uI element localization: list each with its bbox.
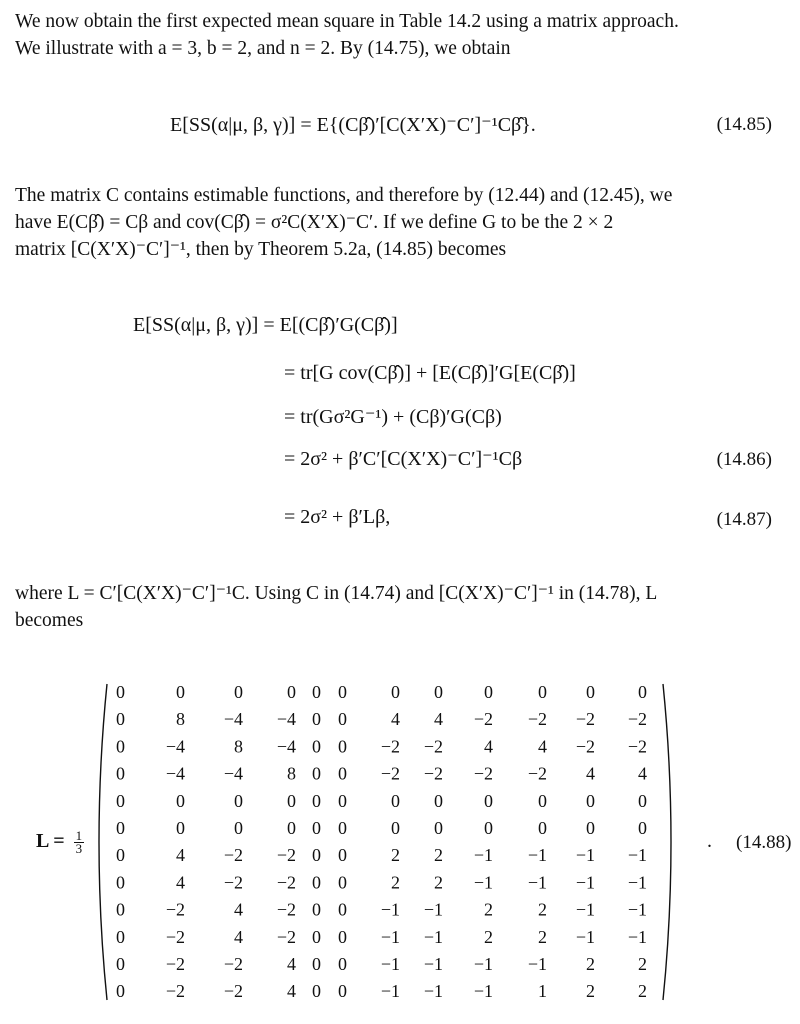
matrix-period: . — [707, 830, 712, 852]
matrix-cell: 0 — [116, 736, 125, 757]
matrix-cell: −1 — [380, 926, 400, 947]
matrix-cell: 0 — [312, 790, 321, 811]
matrix-cell: −4 — [276, 736, 296, 757]
matrix-cell: 4 — [434, 709, 443, 730]
matrix-cell: 4 — [176, 872, 185, 893]
matrix-cell: 0 — [338, 790, 347, 811]
matrix-cell: 2 — [434, 845, 443, 866]
matrix-cell: −1 — [473, 872, 493, 893]
matrix-cell: 0 — [116, 899, 125, 920]
matrix-cell: −4 — [276, 709, 296, 730]
equation-14-88 — [30, 680, 790, 1010]
matrix-cell: 0 — [538, 818, 547, 838]
matrix-cell: 0 — [312, 872, 321, 893]
matrix-cell: 0 — [638, 818, 647, 838]
matrix-cell: 0 — [312, 845, 321, 866]
matrix-cell: −1 — [423, 954, 443, 974]
matrix-cell: −1 — [627, 926, 647, 947]
matrix-cell: 0 — [116, 845, 125, 866]
matrix-cell: 0 — [116, 709, 125, 730]
matrix-cell: −4 — [223, 709, 243, 730]
equation-number-14-85: (14.85) — [716, 114, 772, 135]
matrix-cell: 0 — [312, 736, 321, 757]
matrix-cell: 0 — [116, 981, 125, 1002]
matrix-cell: 0 — [484, 790, 493, 811]
matrix-cell: 0 — [116, 790, 125, 811]
matrix-cell: −2 — [473, 763, 493, 784]
matrix-cell: 0 — [116, 818, 125, 838]
matrix-cell: 0 — [338, 954, 347, 974]
matrix-cell: −1 — [575, 926, 595, 947]
matrix-cell: 0 — [312, 981, 321, 1002]
matrix-cell: −2 — [223, 954, 243, 974]
matrix-cell: −1 — [380, 981, 400, 1002]
derivation-step-4: = 2σ² + β′C′[C(X′X)⁻C′]⁻¹Cβ — [284, 448, 523, 470]
matrix-cell: −2 — [423, 763, 443, 784]
matrix-cell: −1 — [527, 845, 547, 866]
equation-number-14-86: (14.86) — [716, 449, 772, 470]
matrix-cell: 4 — [287, 981, 296, 1002]
matrix-cell: 2 — [586, 981, 595, 1002]
matrix-cell: 0 — [538, 790, 547, 811]
matrix-cell: 0 — [586, 682, 595, 702]
matrix-cell: −1 — [423, 899, 443, 920]
matrix-cell: −2 — [165, 899, 185, 920]
matrix-cell: −4 — [165, 736, 185, 757]
matrix-cell: −4 — [223, 763, 243, 784]
derivation-step-2: = tr[G cov(Cβ̂)] + [E(Cβ̂)]′G[E(Cβ̂)] — [284, 362, 576, 384]
matrix-cell: 0 — [338, 845, 347, 866]
equation-number-14-87: (14.87) — [716, 509, 772, 530]
matrix-cell: 0 — [338, 818, 347, 838]
matrix-cell: 2 — [434, 872, 443, 893]
matrix-cell: −1 — [627, 872, 647, 893]
matrix-cell: 1 — [538, 981, 547, 1002]
paragraph-intro-line-1: We now obtain the first expected mean square in Table 14.2 using a matrix approach. — [15, 11, 679, 32]
matrix-cell: −2 — [380, 763, 400, 784]
matrix-l-grid — [85, 680, 695, 1010]
paragraph-where-l — [15, 580, 775, 634]
matrix-cell: 4 — [287, 954, 296, 974]
matrix-cell: 0 — [116, 926, 125, 947]
matrix-cell: −1 — [575, 872, 595, 893]
matrix-cell: 0 — [312, 954, 321, 974]
matrix-cell: 0 — [484, 682, 493, 702]
matrix-cell: 4 — [391, 709, 400, 730]
matrix-cell: 4 — [538, 736, 547, 757]
matrix-lhs-label: L — [36, 830, 49, 853]
matrix-cell: 4 — [586, 763, 595, 784]
matrix-cell: 0 — [484, 818, 493, 838]
paragraph-where-l-line-1: where L = C′[C(X′X)⁻C′]⁻¹C. Using C in (14.74) and [C(X′X)⁻C′]⁻¹ in (14.78), L — [15, 583, 658, 604]
matrix-cell: 0 — [391, 818, 400, 838]
matrix-left-bracket — [99, 684, 107, 1000]
matrix-cell: 2 — [538, 926, 547, 947]
matrix-cell: −2 — [527, 709, 547, 730]
paragraph-intro-line-2: We illustrate with a = 3, b = 2, and n = 2. By (14.75), we obtain — [15, 38, 511, 59]
matrix-cell: 0 — [176, 790, 185, 811]
matrix-cell: −1 — [423, 981, 443, 1002]
matrix-cell: 0 — [434, 818, 443, 838]
paragraph-where-l-line-2: becomes — [15, 610, 84, 631]
paragraph-matrix-c — [15, 182, 775, 263]
paragraph-matrix-c-line-3: matrix [C(X′X)⁻C′]⁻¹, then by Theorem 5.2a, (14.85) becomes — [15, 239, 507, 260]
matrix-cell: 4 — [176, 845, 185, 866]
matrix-cell: −2 — [223, 872, 243, 893]
paragraph-intro — [15, 8, 775, 62]
matrix-cell: 2 — [391, 845, 400, 866]
matrix-cell: −2 — [627, 709, 647, 730]
matrix-cell: −2 — [165, 954, 185, 974]
paragraph-matrix-c-line-2: have E(Cβ̂) = Cβ and cov(Cβ̂) = σ²C(X′X)⁻C′. If we define G to be the 2 × 2 — [15, 212, 614, 233]
matrix-cell: −4 — [165, 763, 185, 784]
matrix-cell: 0 — [338, 926, 347, 947]
matrix-cell: 0 — [338, 763, 347, 784]
derivation-step-3: = tr(Gσ²G⁻¹) + (Cβ)′G(Cβ) — [284, 406, 502, 428]
matrix-cell: −2 — [527, 763, 547, 784]
matrix-cell: 0 — [116, 872, 125, 893]
matrix-scalar-fraction — [74, 830, 85, 855]
matrix-cell: 4 — [484, 736, 493, 757]
matrix-cell: 0 — [176, 818, 185, 838]
fraction-denominator: 3 — [75, 841, 83, 856]
matrix-cell: 0 — [116, 682, 125, 702]
matrix-cell: 0 — [391, 682, 400, 702]
derivation-lhs: E[SS(α|μ, β, γ)] = E[(Cβ̂)′G(Cβ̂)] — [133, 314, 398, 336]
matrix-cell: 0 — [586, 790, 595, 811]
matrix-cell: 0 — [116, 763, 125, 784]
matrix-cell: −2 — [575, 736, 595, 757]
matrix-cell: 0 — [434, 682, 443, 702]
matrix-lhs — [36, 830, 84, 855]
matrix-cell: 0 — [338, 709, 347, 730]
derivation-step-5: = 2σ² + β′Lβ, — [284, 506, 391, 528]
matrix-cell: −1 — [627, 899, 647, 920]
matrix-cell: −1 — [423, 926, 443, 947]
matrix-cell: −1 — [575, 899, 595, 920]
matrix-cell: 0 — [312, 763, 321, 784]
matrix-cell: 0 — [338, 899, 347, 920]
equation-14-85: E[SS(α|μ, β, γ)] = E{(Cβ̂)′[C(X′X)⁻C′]⁻¹Cβ̂}. — [170, 114, 536, 136]
matrix-cell: −1 — [380, 954, 400, 974]
matrix-cell: 2 — [638, 954, 647, 974]
matrix-cell: 0 — [391, 790, 400, 811]
matrix-cell: 4 — [234, 899, 243, 920]
matrix-cell: 0 — [234, 818, 243, 838]
matrix-cell: 0 — [586, 818, 595, 838]
matrix-cell: −1 — [527, 954, 547, 974]
matrix-cell: −2 — [380, 736, 400, 757]
matrix-cell: 0 — [287, 790, 296, 811]
matrix-cell: 0 — [638, 682, 647, 702]
matrix-cell: 0 — [312, 818, 321, 838]
matrix-cell: −2 — [627, 736, 647, 757]
matrix-cell: 2 — [391, 872, 400, 893]
matrix-cell: 2 — [638, 981, 647, 1002]
matrix-cell: 0 — [234, 790, 243, 811]
matrix-cell: 0 — [312, 682, 321, 702]
fraction-numerator: 1 — [75, 828, 83, 843]
matrix-cell: 0 — [287, 818, 296, 838]
matrix-cell: 4 — [234, 926, 243, 947]
matrix-right-bracket — [663, 684, 671, 1000]
matrix-cell: −2 — [276, 845, 296, 866]
matrix-cell: −1 — [473, 954, 493, 974]
paragraph-matrix-c-line-1: The matrix C contains estimable functions, and therefore by (12.44) and (12.45), we — [15, 185, 673, 206]
matrix-cell: 0 — [312, 899, 321, 920]
matrix-cell: 0 — [312, 926, 321, 947]
matrix-cell: −2 — [223, 845, 243, 866]
matrix-cell: 0 — [234, 682, 243, 702]
matrix-cell: 0 — [287, 682, 296, 702]
matrix-cell: −1 — [575, 845, 595, 866]
matrix-cell: 0 — [338, 981, 347, 1002]
matrix-cell: 0 — [312, 709, 321, 730]
matrix-cell: −1 — [473, 845, 493, 866]
matrix-cell: 0 — [434, 790, 443, 811]
matrix-lhs-equals: = — [48, 830, 70, 853]
equation-number-14-88: (14.88) — [736, 832, 792, 853]
matrix-cell: −1 — [473, 981, 493, 1002]
matrix-cell: −1 — [627, 845, 647, 866]
matrix-cell: 0 — [338, 736, 347, 757]
matrix-cell: −1 — [380, 899, 400, 920]
matrix-cell: −2 — [165, 926, 185, 947]
matrix-cell: −2 — [165, 981, 185, 1002]
matrix-cell: −2 — [575, 709, 595, 730]
matrix-cell: 4 — [638, 763, 647, 784]
matrix-cell: −2 — [276, 926, 296, 947]
matrix-cell: 0 — [638, 790, 647, 811]
matrix-cell: 0 — [338, 682, 347, 702]
matrix-cell: 8 — [287, 763, 296, 784]
matrix-cell: 0 — [176, 682, 185, 702]
matrix-cell: −1 — [527, 872, 547, 893]
matrix-cell: 8 — [176, 709, 185, 730]
matrix-cell: 2 — [484, 926, 493, 947]
matrix-cell: −2 — [223, 981, 243, 1002]
matrix-cell: −2 — [423, 736, 443, 757]
matrix-cell: 2 — [586, 954, 595, 974]
matrix-cell: 0 — [116, 954, 125, 974]
matrix-cell: −2 — [473, 709, 493, 730]
matrix-cell: −2 — [276, 872, 296, 893]
matrix-cell: 8 — [234, 736, 243, 757]
matrix-cell: −2 — [276, 899, 296, 920]
matrix-cell: 2 — [538, 899, 547, 920]
matrix-cell: 0 — [338, 872, 347, 893]
matrix-cell: 2 — [484, 899, 493, 920]
matrix-cell: 0 — [538, 682, 547, 702]
